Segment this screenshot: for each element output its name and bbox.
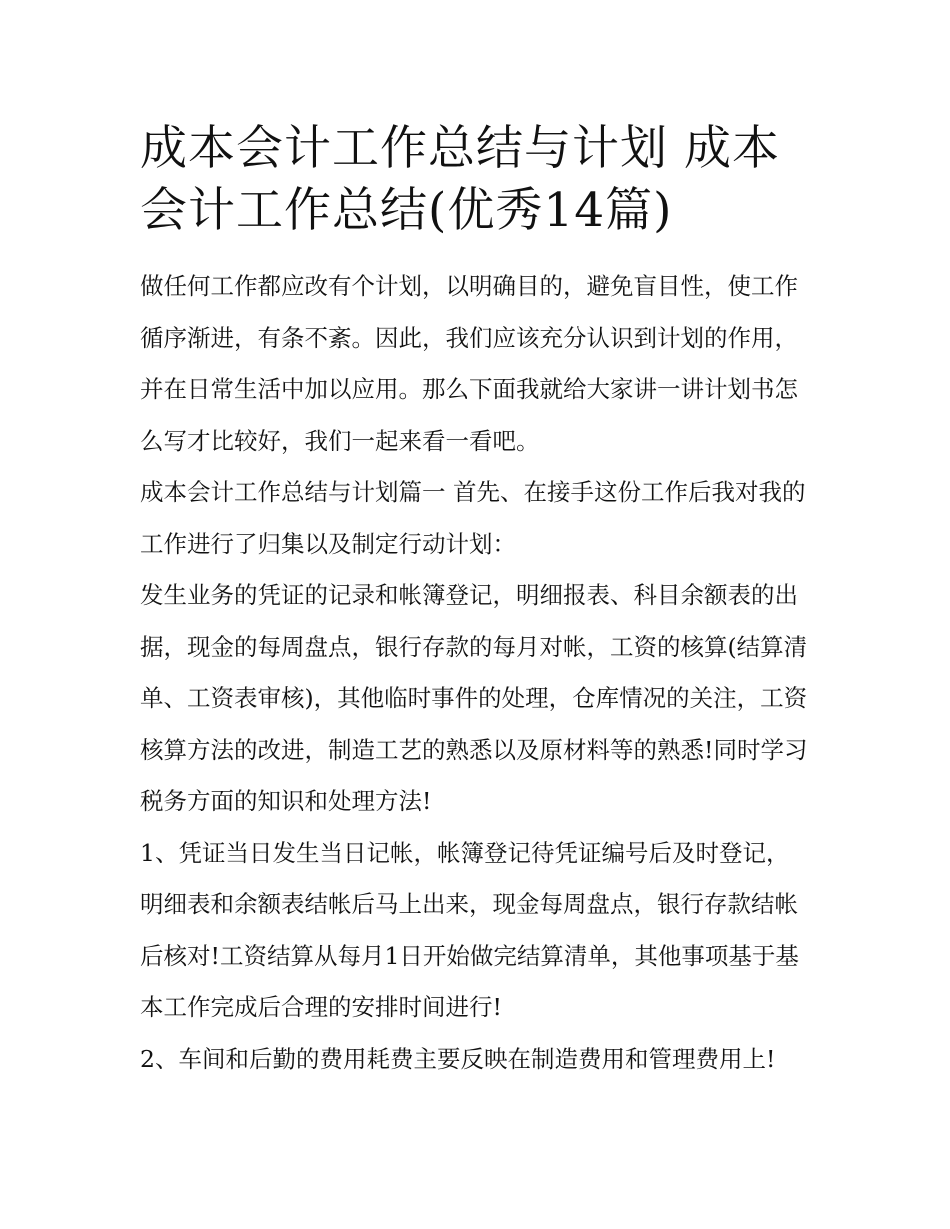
document-page [140,118,812,1085]
paragraph-section-one: 成本会计工作总结与计划篇一 首先、在接手这份工作后我对我的工作进行了归集以及制定行动计划： [140,478,806,558]
document-title: 成本会计工作总结与计划 成本会计工作总结(优秀14篇) [140,121,780,238]
paragraph-duties: 发生业务的凭证的记录和帐簿登记，明细报表、科目余额表的出据，现金的每周盘点，银行存款的每月对帐，工资的核算(结算清单、工资表审核)，其他临时事件的处理，仓库情况的关注，工资核算方法的改进，制造工艺的熟悉以及原材料等的熟悉!同时学习税务方面的知识和处理方法! [140,581,808,815]
paragraph-item-2: 2、车间和后勤的费用耗费主要反映在制造费用和管理费用上! [140,1044,776,1073]
paragraph-intro: 做任何工作都应改有个计划，以明确目的，避免盲目性，使工作循序渐进，有条不紊。因此，我们应该充分认识到计划的作用，并在日常生活中加以应用。那么下面我就给大家讲一讲计划书怎么写才比较好，我们一起来看一看吧。 [140,272,798,455]
paragraph-item-1: 1、凭证当日发生当日记帐，帐簿登记待凭证编号后及时登记，明细表和余额表结帐后马上出来，现金每周盘点，银行存款结帐后核对!工资结算从每月1日开始做完结算清单，其他事项基于基本工作完成后合理的安排时间进行! [140,838,799,1021]
